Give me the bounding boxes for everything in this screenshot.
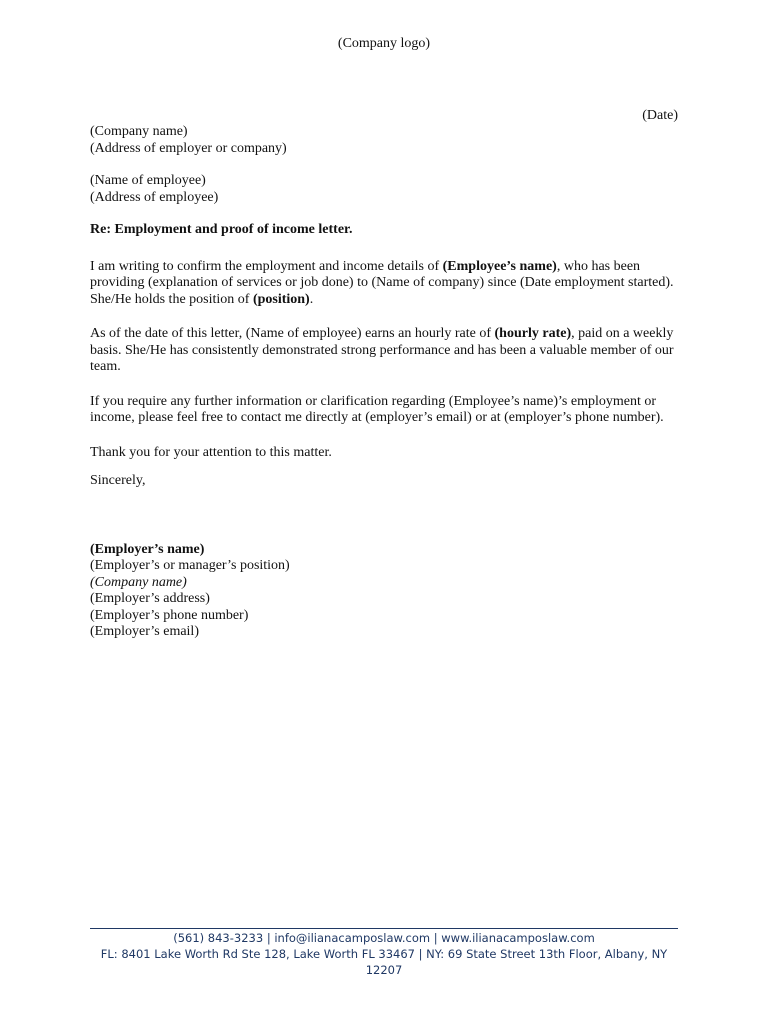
signature-company-text: (Company name): [90, 574, 187, 590]
paragraph-employment-text-1: I am writing to confirm the employment and income details of: [90, 258, 443, 274]
subject-text: Re: Employment and proof of income letter.: [90, 222, 353, 237]
paragraph-employment-text-2: , who has been providing (explanation of services or job done) to (Name of company) since (Date employment started). She/He holds the position of: [90, 258, 674, 307]
footer-address-line: FL: 8401 Lake Worth Rd Ste 128, Lake Worth FL 33467 | NY: 69 State Street 13th Floor, Albany, NY 12207: [100, 947, 668, 977]
position-field: (position): [252, 291, 310, 307]
signature-address: (Employer’s address): [90, 591, 210, 606]
recipient-address: (Address of employee): [90, 189, 219, 205]
closing: Sincerely,: [90, 473, 146, 488]
paragraph-thanks: Thank you for your attention to this matter.: [90, 444, 332, 460]
paragraph-contact: If you require any further information or clarification regarding (Employee’s name)’s employment or income, please feel free to contact me directly at (employer’s email) or at (employer’s phone number).: [90, 393, 664, 425]
recipient-name: (Name of employee): [90, 173, 206, 188]
signature-name-text: (Employer’s name): [90, 541, 205, 557]
signature-company: [90, 575, 678, 592]
paragraph-income-text-2: , paid on a weekly basis. She/He has consistently demonstrated strong performance and has been a valuable member of our team.: [90, 326, 674, 374]
subject-line: [90, 222, 678, 239]
company-logo-placeholder: (Company logo): [337, 36, 431, 51]
employee-name-field: (Employee’s name): [442, 258, 557, 274]
letter-body: [90, 124, 678, 641]
letter-date: (Date): [642, 108, 678, 123]
signature-phone: (Employer’s phone number): [90, 607, 249, 623]
sender-address: (Address of employer or company): [90, 140, 287, 156]
hourly-rate-field: (hourly rate): [494, 326, 572, 341]
paragraph-income: [90, 326, 678, 376]
paragraph-employment-text-3: .: [309, 291, 314, 307]
letterhead-footer: [90, 928, 678, 978]
sender-company: (Company name): [90, 124, 188, 139]
paragraph-income-text-1: As of the date of this letter, (Name of employee) earns an hourly rate of: [90, 326, 495, 341]
signature-name: [90, 542, 678, 559]
signature-position: (Employer’s or manager’s position): [90, 558, 290, 573]
paragraph-employment: [90, 259, 678, 309]
footer-contact-line: (561) 843-3233 | info@ilianacamposlaw.com | www.ilianacamposlaw.com: [173, 931, 595, 945]
signature-email: (Employer’s email): [90, 624, 199, 639]
